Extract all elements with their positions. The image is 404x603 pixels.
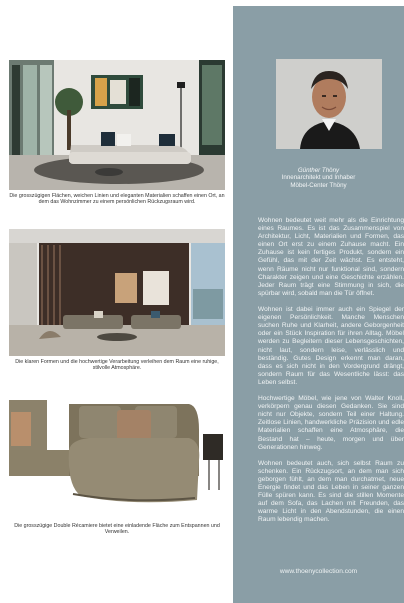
living-room-photo <box>9 60 225 190</box>
person-name: Günther Thöny <box>297 167 340 174</box>
person-role: Innenarchitekt und Inhaber <box>281 174 356 182</box>
paragraph: Wohnen ist dabei immer auch ein Spiegel der eigenen Persönlichkeit. Manche Menschen suchen Ruhe und Klarheit, andere Geborgenheit oder ein Stück Inspiration für ihren Alltag. Möbel werden zu Begleitern dieser Lebensgeschichten, nicht laut, sondern leise, verlässlich und beständig. Gutes Design erkennt man daran, dass es sich nicht in den Vordergrund drängt, sondern Raum für das Wesentliche lässt: das Leben selbst. <box>258 306 404 386</box>
website-link[interactable]: www.thoenycollection.com <box>279 568 358 575</box>
article-body <box>258 217 404 533</box>
person-company: Möbel-Center Thöny <box>290 181 347 189</box>
paragraph: Wohnen bedeutet weit mehr als die Einrichtung eines Raumes. Es ist das Zusammenspiel von Architektur, Licht, Materialien und Formen, das einen Ort erst zu einem Zuhause macht. Ein Zuhause ist kein fertiges Produkt, sondern ein Gefühl, das mit der Zeit wächst. Es entsteht, wenn Räume nicht nur funktional sind, sondern Charakter zeigen und eine Geschichte erzählen. Jeder Raum trägt eine Stimmung in sich, die spürbar wird, sobald man die Tür öffnet. <box>258 217 404 297</box>
sofa-photo <box>9 390 225 514</box>
interior-caption: Die klaren Formen und die hochwertige Verarbeitung verleihen dem Raum eine ruhige, stilvolle Atmosphäre. <box>15 359 219 372</box>
editorial-panel <box>233 6 404 603</box>
portrait-photo <box>276 59 382 149</box>
sofa-caption: Die grosszügige Double Récamiere bietet eine einladende Fläche zum Entspannen und Verweilen. <box>14 523 220 536</box>
paragraph: Hochwertige Möbel, wie jene von Walter Knoll, verkörpern genau diesen Gedanken. Sie sind nicht nur Objekte, sondern Teil einer Haltung. Zeitlose Linien, handwerkliche Präzision und edle Materialien schaffen eine Atmosphäre, die Bestand hat – heute, morgen und über Generationen hinweg. <box>258 395 404 451</box>
living-room-caption: Die grosszügigen Flächen, weichen Linien und eleganten Materialien schaffen einen Ort, an dem das Wohnzimmer zu einem persönlichen Rückzugsraum wird. <box>9 193 225 206</box>
person-caption <box>233 167 404 189</box>
paragraph: Wohnen bedeutet auch, sich selbst Raum zu schenken. Ein Rückzugsort, an dem man sich geborgen fühlt, an dem man durchatmet, neue Energie findet und das Leben in seiner ganzen Fülle spüren kann. Es sind die stillen Momente auf dem Sofa, das Lachen mit Freunden, das warme Licht in den Abendstunden, die einen Raum lebendig machen. <box>258 459 404 524</box>
interior-photo <box>9 229 225 356</box>
